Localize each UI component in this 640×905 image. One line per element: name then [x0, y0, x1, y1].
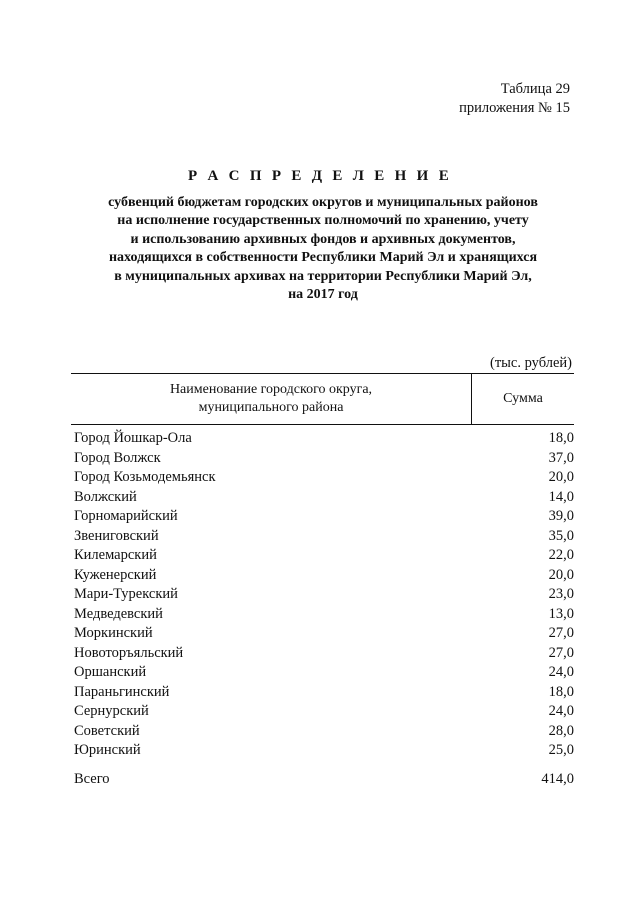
row-sum: 37,0: [548, 449, 574, 466]
row-sum: 14,0: [548, 488, 574, 505]
column-header-name-line2: муниципального района: [198, 400, 344, 415]
row-sum: 23,0: [548, 586, 574, 602]
row-name: Звениговский: [74, 527, 159, 544]
table-reference: [459, 80, 570, 118]
table-body: [74, 429, 574, 761]
row-name: Город Козьмодемьянск: [74, 469, 216, 485]
row-sum: 24,0: [548, 703, 574, 719]
row-sum: 22,0: [548, 547, 574, 563]
appendix-number: приложения № 15: [459, 100, 570, 116]
table-row: [74, 585, 574, 605]
column-header-sum: Сумма: [503, 391, 543, 406]
total-sum: 414,0: [541, 771, 574, 787]
table-row: [74, 683, 574, 703]
table-row: [74, 527, 574, 547]
document-subtitle: [40, 194, 606, 304]
unit-note: (тыс. рублей): [490, 355, 572, 371]
table-row: [74, 507, 574, 527]
table-row: [74, 429, 574, 449]
column-header-name: [71, 374, 472, 424]
column-header-name-line1: Наименование городского округа,: [169, 382, 373, 397]
subtitle-line: на 2017 год: [288, 287, 358, 303]
table-row: [74, 741, 574, 761]
row-name: Мари-Турекский: [74, 586, 178, 602]
row-sum: 25,0: [548, 742, 574, 758]
row-name: Советский: [74, 722, 140, 739]
total-label: Всего: [74, 771, 110, 787]
table-header: [71, 373, 574, 425]
row-name: Параньгинский: [74, 683, 170, 700]
row-name: Килемарский: [74, 547, 157, 563]
table-row: [74, 722, 574, 742]
row-sum: 28,0: [548, 722, 574, 739]
row-sum: 35,0: [548, 527, 574, 544]
row-sum: 20,0: [548, 566, 574, 583]
table-row: [74, 566, 574, 586]
row-name: Медведевский: [74, 605, 163, 622]
table-row: [74, 702, 574, 722]
row-name: Новоторъяльский: [74, 644, 184, 661]
table-row: [74, 605, 574, 625]
row-name: Волжский: [74, 488, 137, 505]
row-sum: 20,0: [548, 469, 574, 485]
table-row: [74, 663, 574, 683]
row-name: Сернурский: [74, 703, 149, 719]
row-name: Куженерский: [74, 566, 157, 583]
table-row: [74, 546, 574, 566]
row-sum: 27,0: [548, 644, 574, 661]
table-row: [74, 644, 574, 664]
subtitle-line: и использованию архивных фондов и архивных документов,: [130, 231, 516, 247]
row-sum: 13,0: [548, 605, 574, 622]
table-row: [74, 488, 574, 508]
row-name: Город Йошкар-Ола: [74, 430, 192, 446]
table-number: Таблица 29: [500, 81, 570, 97]
row-name: Горномарийский: [74, 508, 178, 524]
table-row: [74, 468, 574, 488]
row-sum: 18,0: [548, 683, 574, 700]
row-name: Оршанский: [74, 664, 147, 680]
row-sum: 24,0: [548, 664, 574, 680]
subtitle-line: на исполнение государственных полномочий по хранению, учету: [117, 213, 529, 229]
table-row: [74, 624, 574, 644]
table-row: [74, 449, 574, 469]
row-sum: 39,0: [548, 508, 574, 524]
row-sum: 27,0: [548, 625, 574, 641]
row-sum: 18,0: [548, 430, 574, 446]
total-row: [74, 770, 574, 790]
row-name: Моркинский: [74, 625, 153, 641]
row-name: Город Волжск: [74, 449, 161, 466]
document-title: Р А С П Р Е Д Е Л Е Н И Е: [187, 168, 452, 184]
subtitle-line: в муниципальных архивах на территории Республики Марий Эл,: [114, 268, 532, 284]
row-name: Юринский: [74, 742, 141, 758]
subtitle-line: находящихся в собственности Республики Марий Эл и хранящихся: [108, 250, 538, 266]
subtitle-line: субвенций бюджетам городских округов и муниципальных районов: [108, 195, 538, 210]
